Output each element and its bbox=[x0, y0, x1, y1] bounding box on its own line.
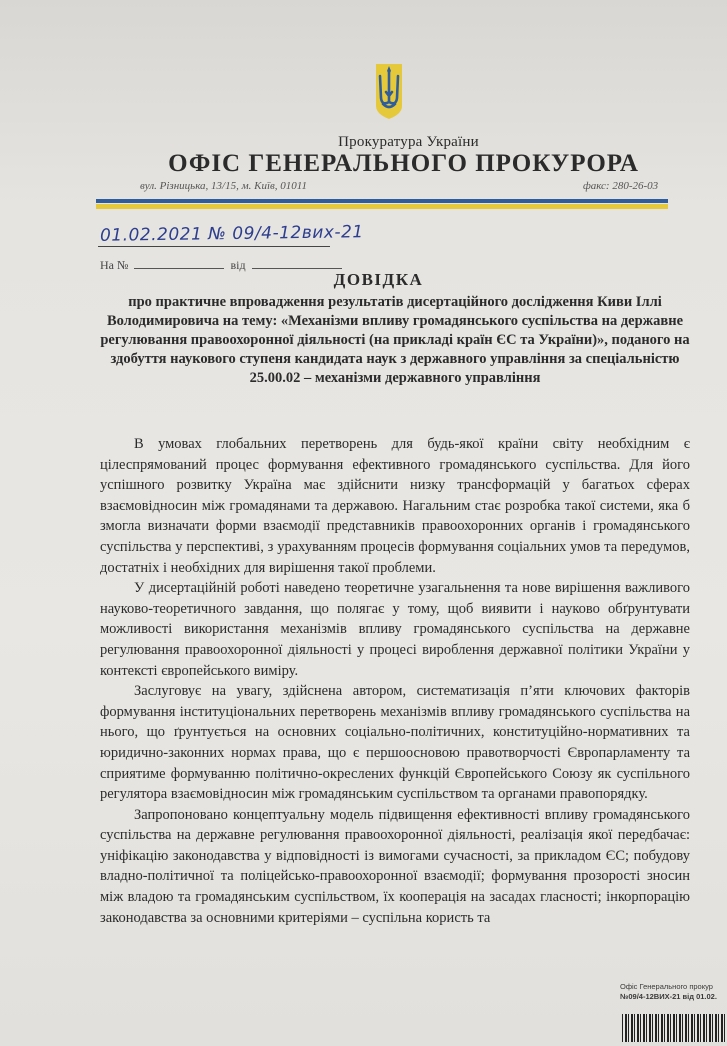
barcode bbox=[622, 1014, 727, 1042]
document-body bbox=[100, 434, 690, 928]
paragraph-2: У дисертаційній роботі наведено теоретичне узагальнення та нове вирішення важливого науково-теоретичного завдання, що полягає у тому, щоб виявити і науково обґрунтувати можливості використання механізмів впливу громадянського суспільства на державне регулювання правоохоронної діяльності у процесі вироблення державної політики України у контексті європейського виміру. bbox=[100, 580, 690, 679]
registration-underline bbox=[98, 246, 330, 247]
vid-label: від bbox=[230, 258, 246, 272]
stamp-line-2: №09/4-12ВИХ-21 від 01.02. bbox=[620, 992, 717, 1001]
handwritten-registration: 01.02.2021 № 09/4-12вих-21 bbox=[99, 222, 364, 246]
na-blank bbox=[134, 258, 224, 269]
document-subtitle: про практичне впровадження результатів дисертаційного дослідження Киви Іллі Володимировича на тему: «Механізми впливу громадянського суспільства на державне регулювання правоохоронної діяльності (на прикладі країн ЄС та України)», поданого на здобуття наукового ступеня кандидата наук з державного управління за спеціальністю 25.00.02 – механізми державного управління bbox=[100, 294, 690, 386]
na-label: На № bbox=[100, 258, 129, 272]
trident-emblem-icon bbox=[374, 62, 404, 120]
paragraph-3: Заслуговує на увагу, здійснена автором, систематизація п’яти ключових факторів формування інституціональних перетворень механізмів впливу громадянського суспільства на нього, що ґрунтується на основних соціально-політичних, конституційно-нормативних та юридично-законних нормах права, що є першоосновою правотворчості Європарламенту та сприятиме формуванню політично-окреслених функцій Європейського Союзу як суспільного регулятора взаємовідносин між громадянським суспільством та органами правопорядку. bbox=[100, 683, 690, 803]
org-name-small: Прокуратура України bbox=[338, 134, 479, 150]
document-title: ДОВІДКА bbox=[333, 270, 424, 289]
address: вул. Різницька, 13/15, м. Київ, 01011 bbox=[140, 180, 307, 192]
flag-stripe-blue bbox=[96, 199, 668, 203]
registration-stamp bbox=[620, 982, 727, 1014]
stamp-line-1: Офіс Генерального прокур bbox=[620, 982, 713, 991]
vid-blank bbox=[252, 258, 342, 269]
fax-number: факс: 280-26-03 bbox=[583, 180, 659, 192]
paragraph-1: В умовах глобальних перетворень для будь-якої країни світу необхідним є цілеспрямований процес формування ефективного громадянського суспільства. Для його успішного розвитку Україна має здійснити низку трансформацій у багатьох сферах взаємовідносин між громадянами та державою. Нагальним стає розробка такої системи, яка б змогла визначати форми взаємодії представників правоохоронних органів і громадянського суспільства у перспективі, з урахуванням процесів формування соціальних умов та передумов, достатніх і необхідних для вирішення такої проблеми. bbox=[100, 436, 690, 576]
org-name-large: ОФІС ГЕНЕРАЛЬНОГО ПРОКУРОРА bbox=[168, 150, 639, 177]
flag-stripe-yellow bbox=[96, 204, 668, 209]
paragraph-4: Запропоновано концептуальну модель підвищення ефективності впливу громадянського суспільства на державне регулювання правоохоронної діяльності, реалізація якої передбачає: уніфікацію законодавства у відповідності із вимогами сучасності, за прикладом ЄС; побудову владно-політичної та поліцейсько-правоохоронної взаємодії; формування прозорості зносин між владою та громадянським суспільством, їх кооперація на засадах гласності; інкорпорацію законодавства за основними критеріями – суспільна користь та bbox=[100, 806, 690, 926]
